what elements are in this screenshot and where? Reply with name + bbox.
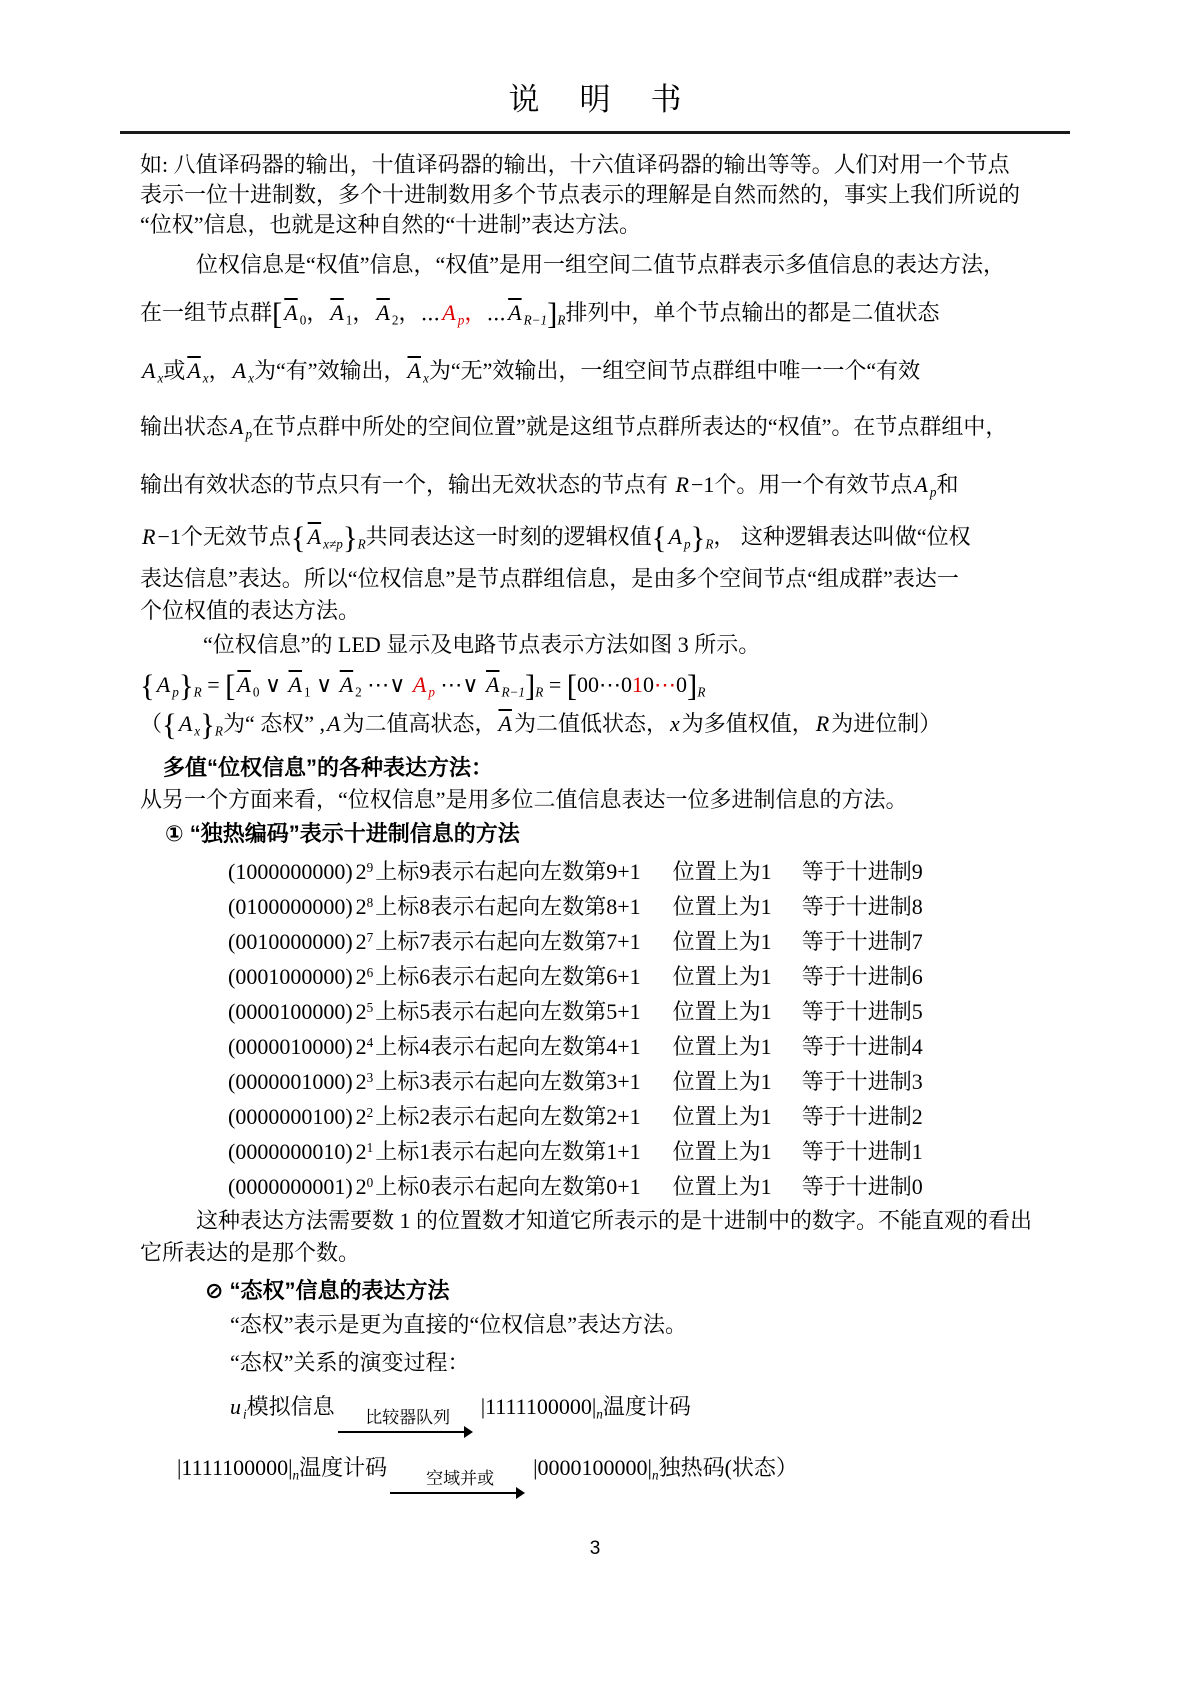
row-decimal-equivalent: 等于十进制4 bbox=[801, 1034, 923, 1060]
text-segment: 模拟信息 bbox=[246, 1394, 335, 1420]
text-segment: A $_p$ bbox=[668, 523, 691, 552]
text-segment: 为二值高状态， bbox=[342, 711, 497, 737]
page-header bbox=[0, 0, 1190, 134]
text-segment: 温度计码 bbox=[299, 1455, 388, 1481]
row-description: 上标6表示右起向左数第6+1 bbox=[375, 964, 641, 990]
text-segment: = bbox=[201, 671, 226, 697]
onehot-code: (1000000000) bbox=[228, 859, 353, 885]
text-segment: A $_x$ bbox=[232, 357, 254, 386]
formula-onehot-conversion bbox=[177, 1453, 1068, 1498]
text-segment: $\overline{A}$ $_{R-1}$ bbox=[508, 300, 548, 328]
text-segment: ， 这种逻辑表达叫做“位权 bbox=[713, 523, 971, 549]
text-segment: [ bbox=[225, 668, 236, 703]
para-weight-line-1 bbox=[196, 250, 1068, 280]
text-segment: ⋯∨ bbox=[434, 671, 485, 697]
text-segment: 从另一个方面来看，“位权信息”是用多位二值信息表达一位多进制信息的方法。 bbox=[140, 787, 908, 813]
text-segment: 为“ 态权” , bbox=[222, 711, 326, 737]
row-position-note: 位置上为1 bbox=[672, 964, 772, 990]
text-segment: 排列中，单个节点输出的都是二值状态 bbox=[565, 300, 940, 325]
arrow-label: 比较器队列 bbox=[365, 1408, 451, 1428]
labeled-arrow bbox=[338, 1408, 478, 1437]
text-segment: { bbox=[140, 668, 155, 703]
note-taiquan-legend bbox=[140, 709, 1068, 741]
text-segment: 为进位制） bbox=[831, 711, 942, 737]
text-segment: ① “独热编码”表示十进制信息的方法 bbox=[165, 821, 520, 847]
row-description: 上标1表示右起向左数第1+1 bbox=[375, 1139, 641, 1165]
text-segment: }$_R$ bbox=[178, 668, 202, 703]
heading-taiquan-method bbox=[205, 1276, 1068, 1306]
text-segment: “态权”关系的演变过程： bbox=[230, 1350, 470, 1376]
row-description: 上标4表示右起向左数第4+1 bbox=[375, 1034, 641, 1060]
text-segment: A $_x$ bbox=[178, 711, 201, 739]
row-description: 上标7表示右起向左数第7+1 bbox=[375, 929, 641, 955]
para-intro-line-2 bbox=[140, 180, 1068, 210]
text-segment: $\overline{A}$ $_1$ bbox=[288, 671, 311, 700]
text-segment: “位权信息”的 LED 显示及电路节点表示方法如图 3 所示。 bbox=[203, 631, 761, 657]
para-weight-line-4 bbox=[140, 412, 1068, 442]
text-segment: 为二值低状态， bbox=[513, 711, 668, 737]
arrow-line bbox=[338, 1427, 478, 1437]
page-number: 3 bbox=[589, 1538, 601, 1559]
text-segment: }$_R$ bbox=[690, 520, 714, 555]
arrow-line bbox=[390, 1488, 530, 1498]
text-segment: 输出状态 bbox=[140, 413, 229, 439]
onehot-row bbox=[228, 1137, 1068, 1167]
para-weight-line-7 bbox=[140, 564, 1068, 594]
text-segment: 和 bbox=[936, 471, 959, 497]
text-segment: ]$_R$ bbox=[525, 668, 544, 703]
onehot-row bbox=[228, 927, 1068, 957]
row-decimal-equivalent: 等于十进制7 bbox=[801, 929, 923, 955]
heading-multivalue-methods bbox=[163, 753, 1068, 783]
text-segment: 或 bbox=[163, 357, 186, 383]
row-position-note: 位置上为1 bbox=[672, 999, 772, 1025]
row-decimal-equivalent: 等于十进制6 bbox=[801, 964, 923, 990]
power-of-two: $2^6$ bbox=[355, 964, 374, 990]
onehot-row bbox=[228, 857, 1068, 887]
text-segment: “态权”表示是更为直接的“位权信息”表达方法。 bbox=[230, 1312, 688, 1338]
onehot-code: (0000000001) bbox=[228, 1174, 353, 1200]
para-intro-line-3 bbox=[140, 210, 1068, 240]
onehot-code: (0000001000) bbox=[228, 1069, 353, 1095]
text-segment: [ bbox=[272, 297, 283, 331]
power-of-two: $2^9$ bbox=[355, 859, 374, 885]
text-segment: ]$_R$ bbox=[687, 668, 706, 703]
onehot-row bbox=[228, 1172, 1068, 1202]
text-segment: 如: 八值译码器的输出，十值译码器的输出，十六值译码器的输出等等。人们对用一个节点 bbox=[140, 152, 1010, 177]
text-segment: $\overline{A}$ $_2$ bbox=[339, 671, 362, 700]
row-description: 上标9表示右起向左数第9+1 bbox=[375, 859, 641, 885]
onehot-code: (0000010000) bbox=[228, 1034, 353, 1060]
line-taiquan-evolution bbox=[230, 1348, 1068, 1378]
row-position-note: 位置上为1 bbox=[672, 929, 772, 955]
text-segment: = bbox=[543, 671, 567, 697]
text-segment: ∨ bbox=[259, 671, 287, 697]
power-of-two: $2^8$ bbox=[355, 894, 374, 920]
text-segment: x bbox=[669, 711, 680, 737]
text-segment: 独热码(状态） bbox=[658, 1455, 798, 1481]
row-decimal-equivalent: 等于十进制0 bbox=[801, 1174, 923, 1200]
text-segment: A $_x$ bbox=[142, 357, 164, 386]
onehot-code: (0000100000) bbox=[228, 999, 353, 1025]
text-segment: 0 bbox=[676, 671, 688, 697]
text-segment: 温度计码 bbox=[602, 1394, 691, 1420]
text-segment: R bbox=[142, 523, 156, 549]
row-decimal-equivalent: 等于十进制3 bbox=[801, 1069, 923, 1095]
power-of-two: $2^7$ bbox=[355, 929, 374, 955]
row-description: 上标5表示右起向左数第5+1 bbox=[375, 999, 641, 1025]
onehot-code: (0000000100) bbox=[228, 1104, 353, 1130]
line-other-view bbox=[140, 785, 1068, 815]
text-segment: 个位权值的表达方法。 bbox=[140, 597, 361, 623]
text-segment: ∨ bbox=[310, 671, 338, 697]
para-conclusion-line-1 bbox=[196, 1206, 1068, 1236]
row-position-note: 位置上为1 bbox=[672, 1034, 772, 1060]
text-segment: }$_R$ bbox=[342, 520, 366, 555]
text-segment: A $_p$ bbox=[442, 300, 465, 328]
line-taiquan-direct bbox=[230, 1310, 1068, 1340]
onehot-row bbox=[228, 892, 1068, 922]
para-weight-line-5 bbox=[140, 470, 1068, 500]
text-segment: $\overline{A}$ $_1$ bbox=[330, 300, 353, 328]
text-segment: 00⋯0 bbox=[577, 671, 633, 697]
row-description: 上标0表示右起向左数第0+1 bbox=[375, 1174, 641, 1200]
text-segment: $\overline{A}$ bbox=[498, 711, 512, 737]
labeled-arrow bbox=[390, 1469, 530, 1498]
onehot-row bbox=[228, 1032, 1068, 1062]
text-segment: 位权信息是“权值”信息，“权值”是用一组空间二值节点群表示多值信息的表达方法， bbox=[196, 252, 1006, 277]
arrow-label: 空域并或 bbox=[426, 1469, 495, 1489]
text-segment: 多值“位权信息”的各种表达方法： bbox=[163, 755, 494, 781]
row-position-note: 位置上为1 bbox=[672, 1139, 772, 1165]
text-segment: A $_p$ bbox=[412, 671, 435, 700]
formula-ap-expansion bbox=[140, 670, 1068, 702]
text-segment: 表示一位十进制数，多个十进制数用多个节点表示的理解是自然而然的，事实上我们所说的 bbox=[140, 182, 1021, 207]
text-segment: 为“无”效输出，一组空间节点群组中唯一一个“有效 bbox=[428, 357, 921, 383]
power-of-two: $2^4$ bbox=[355, 1034, 374, 1060]
text-segment: u $_i$ bbox=[230, 1394, 247, 1422]
text-segment: 共同表达这一时刻的逻辑权值 bbox=[365, 523, 652, 549]
para-intro-line-1 bbox=[140, 150, 1068, 180]
text-segment: $\overline{A}$ $_x$ bbox=[187, 357, 209, 386]
text-segment: $\overline{A}$ $_2$ bbox=[376, 300, 399, 328]
text-segment: ， bbox=[464, 300, 487, 325]
text-segment: ⊘ “态权”信息的表达方法 bbox=[205, 1278, 450, 1304]
text-segment: 在节点群中所处的空间位置”就是这组节点群所表达的“权值”。在节点群组中， bbox=[252, 413, 1008, 439]
text-segment: }$_R$ bbox=[200, 708, 223, 743]
para-weight-line-6 bbox=[140, 522, 1068, 554]
text-segment: ⋯∨ bbox=[361, 671, 411, 697]
row-description: 上标3表示右起向左数第3+1 bbox=[375, 1069, 641, 1095]
row-decimal-equivalent: 等于十进制8 bbox=[801, 894, 923, 920]
text-segment: “位权”信息，也就是这种自然的“十进制”表达方法。 bbox=[140, 212, 642, 237]
text-segment: $|0000100000|_n$ bbox=[533, 1455, 659, 1483]
row-decimal-equivalent: 等于十进制1 bbox=[801, 1139, 923, 1165]
text-segment: ， bbox=[352, 300, 375, 325]
onehot-row bbox=[228, 962, 1068, 992]
formula-node-group bbox=[140, 298, 1068, 330]
text-segment: R bbox=[815, 711, 830, 737]
text-segment: 它所表达的是那个数。 bbox=[140, 1240, 361, 1266]
text-segment: ]$_R$ bbox=[547, 297, 566, 331]
row-position-note: 位置上为1 bbox=[672, 1069, 772, 1095]
text-segment: $\overline{A}$ $_{R-1}$ bbox=[486, 671, 526, 700]
text-segment: { bbox=[290, 520, 306, 555]
formula-comparator-chain bbox=[228, 1392, 1068, 1437]
onehot-row bbox=[228, 1067, 1068, 1097]
onehot-code: (0000000010) bbox=[228, 1139, 353, 1165]
onehot-code: (0010000000) bbox=[228, 929, 353, 955]
row-position-note: 位置上为1 bbox=[672, 1104, 772, 1130]
para-weight-line-8 bbox=[140, 596, 1068, 626]
text-segment: 输出有效状态的节点只有一个，输出无效状态的节点有 bbox=[140, 471, 674, 497]
text-segment: （ bbox=[140, 711, 163, 737]
page-title: 说明书 bbox=[508, 82, 722, 117]
line-led-figure-ref bbox=[203, 630, 1068, 660]
text-segment: 为多值权值， bbox=[681, 711, 814, 737]
row-description: 上标8表示右起向左数第8+1 bbox=[375, 894, 641, 920]
text-segment: [ bbox=[566, 668, 578, 703]
text-segment: A $_p$ bbox=[156, 671, 179, 700]
text-segment: $|1111100000|_n$ bbox=[480, 1394, 603, 1422]
onehot-row bbox=[228, 997, 1068, 1027]
onehot-row bbox=[228, 1102, 1068, 1132]
onehot-code: (0001000000) bbox=[228, 964, 353, 990]
text-segment: 为“有”效输出， bbox=[253, 357, 406, 383]
row-position-note: 位置上为1 bbox=[672, 894, 772, 920]
power-of-two: $2^2$ bbox=[355, 1104, 374, 1130]
text-segment: −1个。用一个有效节点 bbox=[690, 471, 913, 497]
text-segment: { bbox=[162, 708, 177, 743]
row-decimal-equivalent: 等于十进制2 bbox=[801, 1104, 923, 1130]
para-conclusion-line-2 bbox=[140, 1238, 1068, 1268]
text-segment: $\overline{A}$ $_0$ bbox=[284, 300, 307, 328]
text-segment: $|1111100000|_n$ bbox=[177, 1455, 300, 1483]
text-segment: 0 bbox=[643, 671, 655, 697]
text-segment: A $_p$ bbox=[914, 471, 937, 500]
onehot-code: (0100000000) bbox=[228, 894, 353, 920]
power-of-two: $2^0$ bbox=[355, 1174, 374, 1200]
text-segment: { bbox=[651, 520, 667, 555]
power-of-two: $2^3$ bbox=[355, 1069, 374, 1095]
para-weight-line-3 bbox=[140, 356, 1068, 386]
power-of-two: $2^1$ bbox=[355, 1139, 374, 1165]
text-segment: 1 bbox=[632, 671, 644, 697]
text-segment: ，⋯ bbox=[398, 300, 441, 325]
text-segment: $\overline{A}$ $_0$ bbox=[237, 671, 260, 700]
power-of-two: $2^5$ bbox=[355, 999, 374, 1025]
text-segment: 表达信息”表达。所以“位权信息”是节点群组信息，是由多个空间节点“组成群”表达一 bbox=[140, 565, 959, 591]
heading-onehot-method bbox=[165, 819, 1068, 849]
text-segment: ⋯ bbox=[486, 300, 507, 325]
text-segment: 在一组节点群 bbox=[140, 300, 273, 325]
text-segment: 这种表达方法需要数 1 的位置数才知道它所表示的是十进制中的数字。不能直观的看出 bbox=[196, 1208, 1033, 1234]
row-description: 上标2表示右起向左数第2+1 bbox=[375, 1104, 641, 1130]
text-segment: −1个无效节点 bbox=[157, 523, 291, 549]
row-position-note: 位置上为1 bbox=[672, 1174, 772, 1200]
text-segment: R bbox=[675, 471, 689, 497]
row-decimal-equivalent: 等于十进制9 bbox=[801, 859, 923, 885]
text-segment: $\overline{A}$ $_x$ bbox=[407, 357, 429, 386]
text-segment: ， bbox=[306, 300, 329, 325]
text-segment: ， bbox=[208, 357, 231, 383]
document-body bbox=[0, 134, 1190, 1498]
text-segment: ⋯ bbox=[654, 671, 677, 697]
row-position-note: 位置上为1 bbox=[672, 859, 772, 885]
text-segment: $\overline{A}$ $_{x\ne p}$ bbox=[307, 523, 343, 552]
text-segment: A bbox=[327, 711, 341, 737]
text-segment: A $_p$ bbox=[230, 413, 253, 442]
row-decimal-equivalent: 等于十进制5 bbox=[801, 999, 923, 1025]
